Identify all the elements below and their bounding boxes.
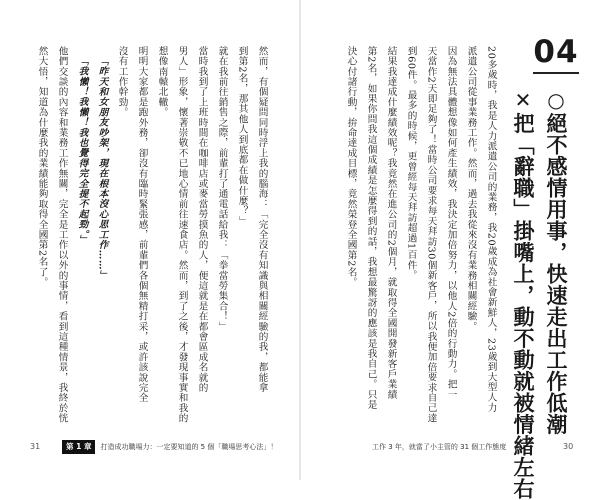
body-column: 第2名，如果你問我這個成績是怎麼得到的話，我想最驚訝的應該是我自己。只是 bbox=[365, 46, 377, 410]
body-column: 想像南轅北轍。 bbox=[156, 46, 168, 118]
body-column: 沒有工作幹勁。 bbox=[116, 46, 128, 118]
body-column: 天當作2天即足夠了！當時公司要求每天拜訪30個新客戶，所以我便加倍要求自己達 bbox=[425, 46, 437, 424]
title-line-2: 把「辭職」掛嘴上，動不動就被情緒左右 bbox=[511, 112, 535, 500]
body-column: 結果我達成什麼績效呢？我竟然在進公司的2個月，就取得全國開發新客戶業績 bbox=[385, 46, 397, 400]
body-column: 就在我前往銷售之際，前輩打了通電話給我：「拳當勞集合！」 bbox=[216, 46, 228, 332]
title-line-1: 絕不感情用事，快速走出工作低潮 bbox=[544, 112, 568, 435]
body-column: 然而，有個疑問同時浮上我的腦海：「完全沒有知識與相關經驗的我，都能拿 bbox=[256, 46, 268, 393]
title-negative bbox=[512, 88, 533, 500]
page-gutter bbox=[299, 0, 301, 480]
chapter-number: 04 bbox=[533, 34, 579, 70]
body-column: 到第2名，那其他人到底都在做什麼？」 bbox=[236, 46, 248, 227]
body-column: 到60件。最多的時候，更曾經每天拜訪超過1百件。 bbox=[405, 46, 417, 281]
chapter-number-rule bbox=[533, 72, 579, 74]
right-page-number: 30 bbox=[563, 442, 574, 451]
quote-line: 「我懶！我懶！我也覺得完全提不起勁。」 bbox=[76, 56, 88, 245]
body-column: 男人」形象，懷著崇敬不已地心情前往速食店。然而，到了之後，才發現事實和我的 bbox=[176, 46, 188, 424]
left-footer bbox=[62, 440, 277, 454]
body-column: 因為無法具體想像如何產生績效，我決定加倍努力，以他人2倍的行動力。把一 bbox=[445, 46, 457, 400]
right-footer: 工作 3 年，就當了小主管的 31 個工作態度 bbox=[372, 443, 507, 451]
circle-mark-icon: ○ bbox=[544, 88, 568, 113]
body-column: 明明大家都是跑外務，卻沒有臨時緊張感，前輩們各個無精打采，或許該說完全 bbox=[136, 46, 148, 403]
body-column: 當時我到了上班時間在咖啡店或麥當勞摸魚的人，便這就是在都會區成名就的 bbox=[196, 46, 208, 393]
title-positive bbox=[545, 88, 566, 435]
body-column: 他們交談的內容和業務工作無關，完全是工作以外的事情，看到這種情景，我終於恍 bbox=[56, 46, 68, 424]
footer-chapter-title: 打造成功職場力：一定要知道的 5 個「職場思考心法」！ bbox=[100, 443, 278, 451]
body-column: 然大悟，知道為什麼我的業績能夠取得全國第2名了。 bbox=[36, 46, 48, 288]
body-column: 決心付諸行動，拚命達成目標，竟然榮登全國第2名。 bbox=[345, 46, 357, 288]
footer-chapter-label: 第 1 章 bbox=[62, 440, 95, 454]
body-column: 派遣公司從事業務工作。然而，過去我從來沒有業務相關經驗。 bbox=[465, 46, 477, 332]
left-page-number: 31 bbox=[30, 442, 41, 451]
cross-mark-icon: ✕ bbox=[511, 88, 535, 113]
body-column: 20多歲時，我是人力派遣公司的業務，我20歲成為社會新鮮人，23歲到大型人力 bbox=[485, 46, 497, 413]
quote-line: 「昨天和女朋友吵架，現在根本沒心思工作……」 bbox=[96, 56, 108, 281]
